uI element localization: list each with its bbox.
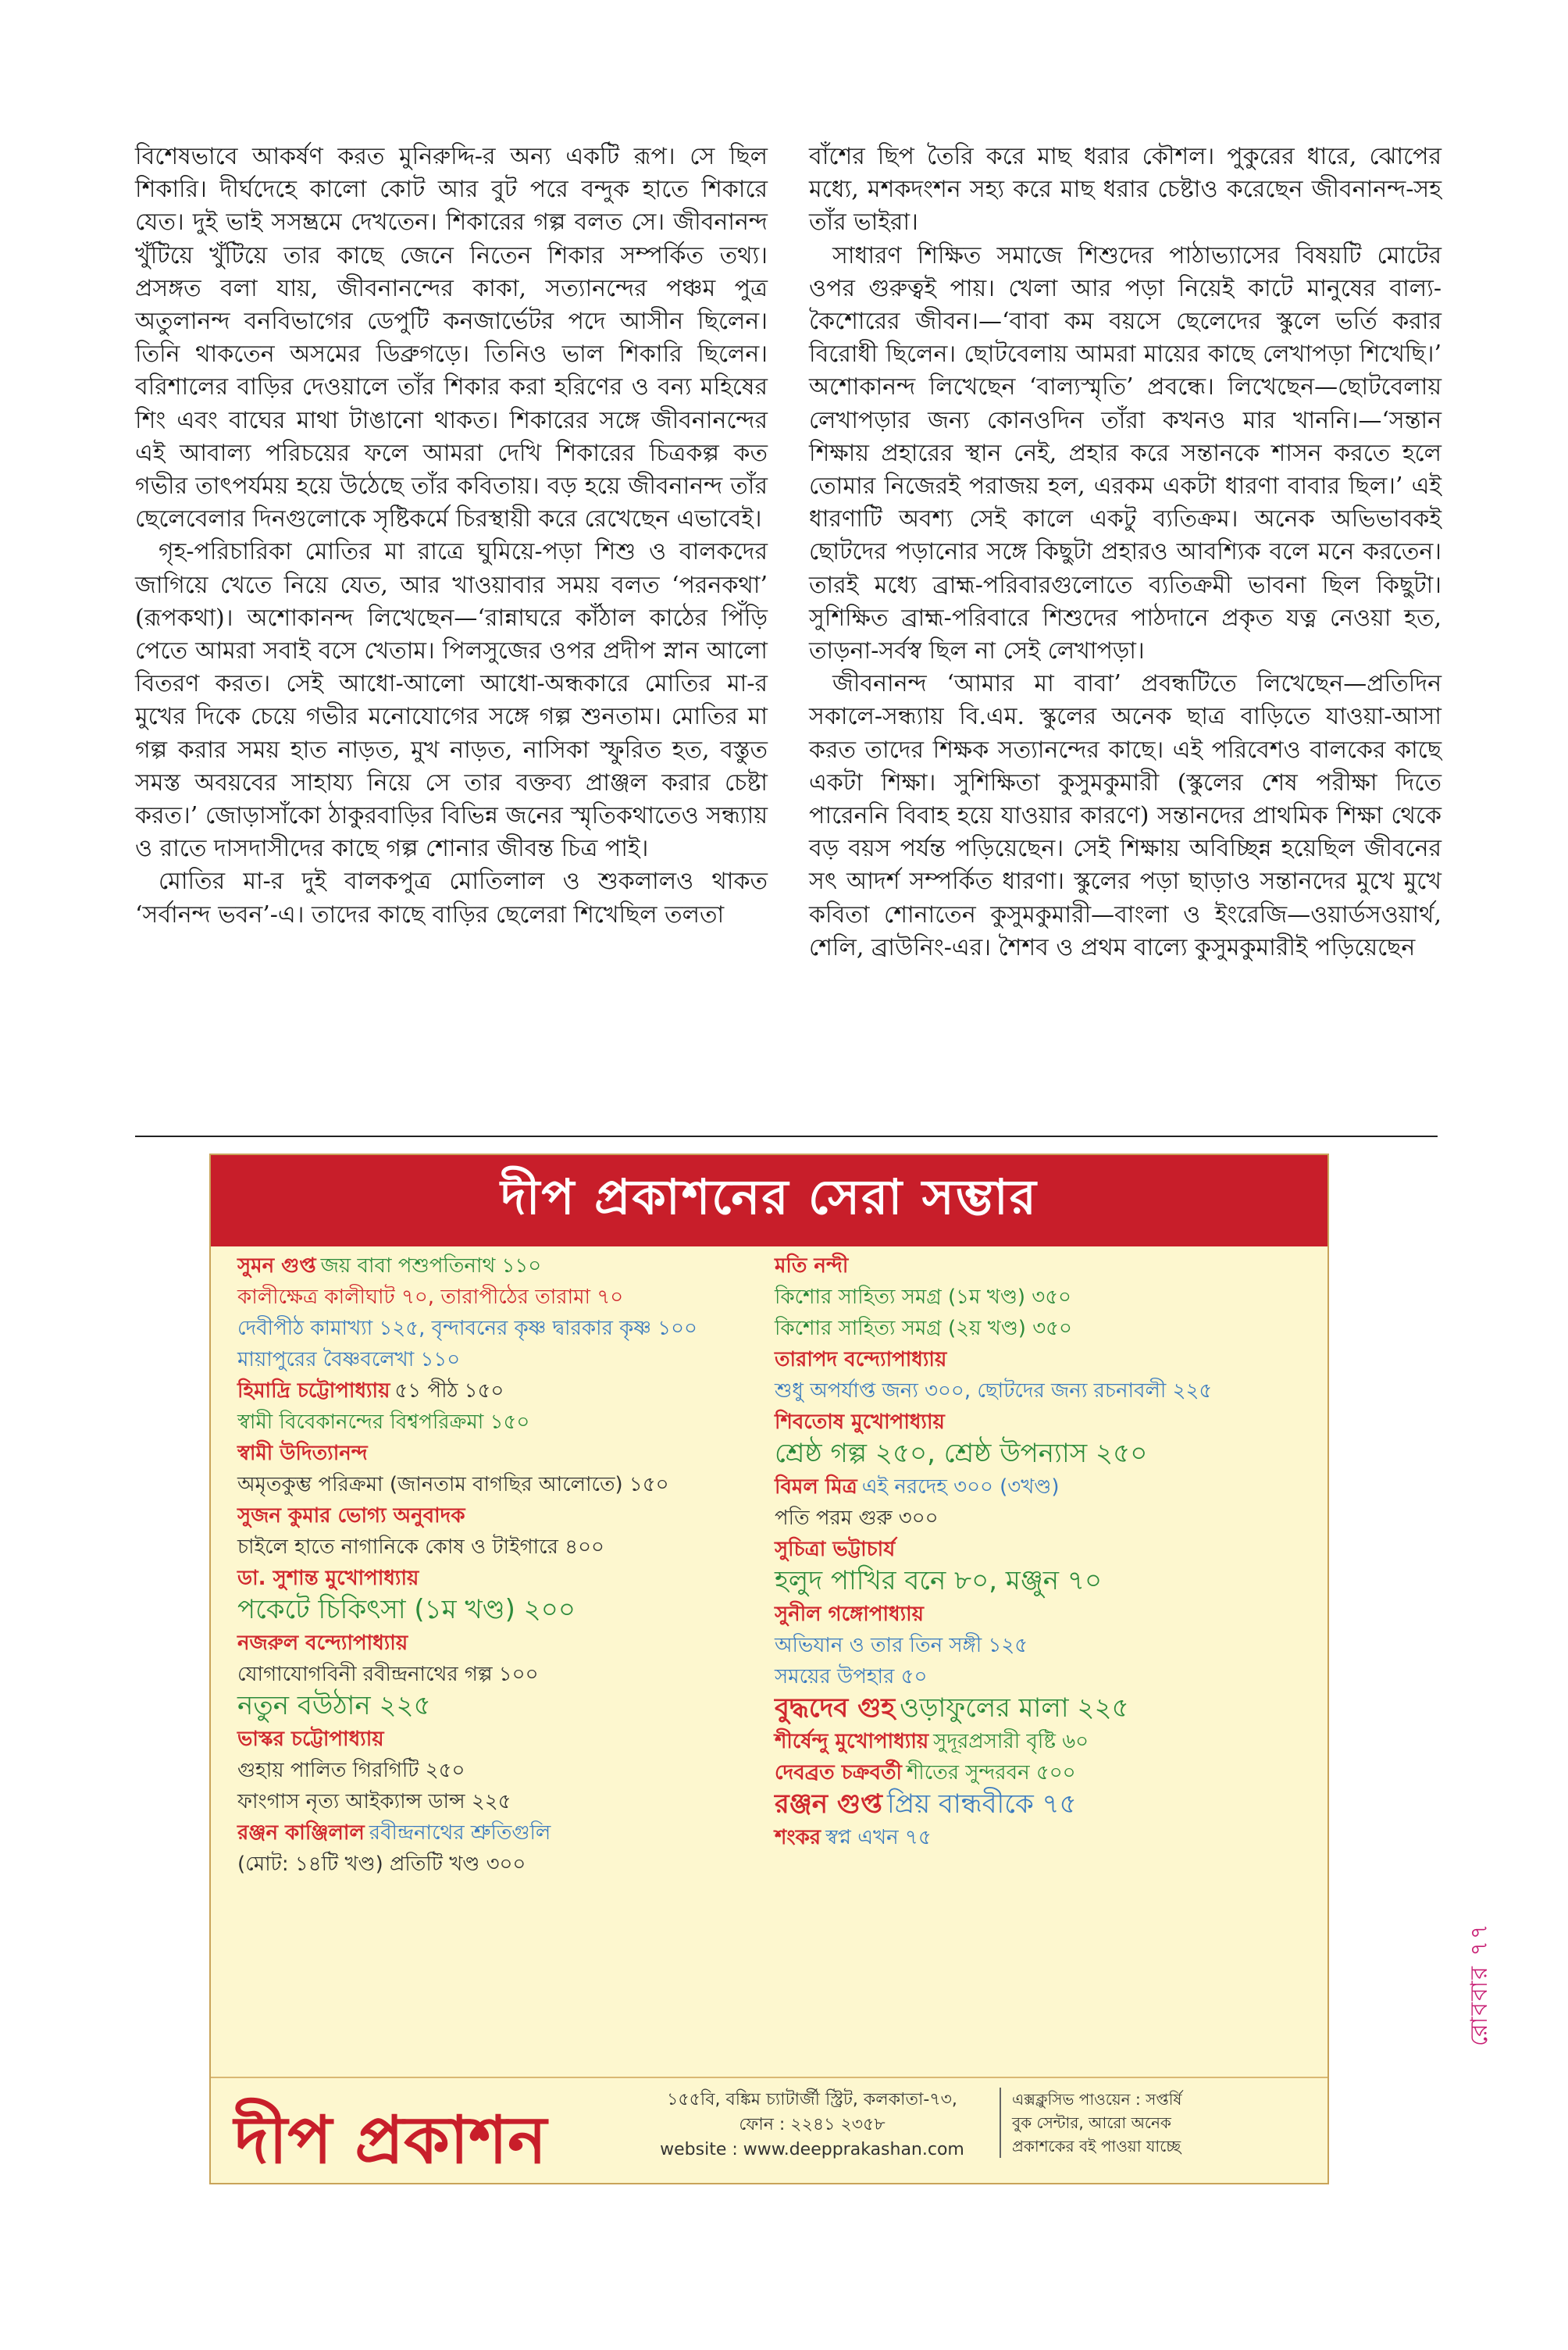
horizontal-divider — [135, 1136, 1438, 1137]
article-left-column — [135, 141, 768, 932]
ad-book-entry — [237, 1563, 776, 1594]
ad-book-title: মায়াপুরের বৈষ্ণবলেখা ১১০ — [237, 1348, 461, 1371]
ad-author-name: নজরুল বন্দ্যোপাধ্যায় — [237, 1631, 408, 1655]
ad-book-title: কিশোর সাহিত্য সমগ্র (১ম খণ্ড) ৩৫০ — [775, 1286, 1071, 1309]
ad-book-title: শুধু অপর্যাপ্ত জন্য ৩০০, ছোটদের জন্য রচনাবলী ২২৫ — [775, 1379, 1213, 1403]
ad-book-list-right — [775, 1250, 1313, 1853]
ad-book-entry — [237, 1375, 776, 1407]
ad-book-title: যোগাযোগবিনী রবীন্দ্রনাথের গল্প ১০০ — [237, 1663, 539, 1686]
ad-book-title: চাইলে হাতে নাগানিকে কোষ ও টাইগারে ৪০০ — [237, 1535, 604, 1559]
ad-author-name: সুনীল গঙ্গোপাধ্যায় — [775, 1603, 924, 1626]
ad-book-title: হলুদ পাখির বনে ৮০, মঞ্জুন ৭০ — [775, 1565, 1103, 1596]
ad-book-entry — [237, 1755, 776, 1786]
ad-book-title: সুদূরপ্রসারী বৃষ্টি ৬০ — [933, 1730, 1089, 1753]
ad-author-name: বিমল মিত্র — [775, 1475, 857, 1499]
ad-book-entry — [237, 1250, 776, 1282]
ad-book-entry — [237, 1282, 776, 1313]
ad-book-entry — [775, 1565, 1313, 1599]
ad-book-title: প্রিয় বান্ধবীকে ৭৫ — [886, 1788, 1077, 1820]
ad-author-name: স্বামী উদিত্যানন্দ — [237, 1442, 368, 1465]
ad-book-entry — [775, 1313, 1313, 1344]
contact-line: বুক সেন্টার, আরো অনেক — [1012, 2113, 1171, 2132]
ad-book-title: ফাংগাস নৃত্য আইক্যান্স ডান্স ২২৫ — [237, 1790, 511, 1813]
ad-book-entry — [237, 1532, 776, 1563]
ad-author-name: শিবতোষ মুখোপাধ্যায় — [775, 1410, 945, 1434]
ad-book-entry — [775, 1661, 1313, 1692]
ad-book-list-left — [237, 1250, 776, 1880]
ad-author-name: হিমাদ্রি চট্টোপাধ্যায় — [237, 1379, 390, 1403]
ad-book-entry — [237, 1849, 776, 1880]
ad-book-entry — [237, 1438, 776, 1469]
ad-book-title: অভিযান ও তার তিন সঙ্গী ১২৫ — [775, 1634, 1028, 1657]
ad-book-entry — [775, 1788, 1313, 1822]
ad-book-entry — [775, 1375, 1313, 1407]
ad-book-title: ৫১ পীঠ ১৫০ — [394, 1379, 504, 1403]
ad-author-name: শংকর — [775, 1826, 821, 1849]
ad-author-name: ভাস্কর চট্টোপাধ্যায় — [237, 1728, 384, 1751]
publisher-logo: দীপ প্রকাশন — [234, 2102, 547, 2178]
ad-book-entry — [775, 1599, 1313, 1630]
ad-book-entry — [775, 1407, 1313, 1438]
contact-line: এক্সক্লুসিভ পাওয়েন : সপ্তর্ষি — [1012, 2090, 1182, 2109]
ad-book-entry — [775, 1344, 1313, 1375]
ad-book-entry — [237, 1594, 776, 1628]
ad-book-title: কিশোর সাহিত্য সমগ্র (২য় খণ্ড) ৩৫০ — [775, 1317, 1072, 1340]
ad-book-entry — [237, 1786, 776, 1817]
ad-author-name: তারাপদ বন্দ্যোপাধ্যায় — [775, 1348, 947, 1371]
ad-book-title: স্বামী বিবেকানন্দের বিশ্বপরিক্রমা ১৫০ — [237, 1410, 530, 1434]
ad-author-name: রঞ্জন কাঞ্জিলাল — [237, 1821, 365, 1845]
ad-book-entry — [237, 1344, 776, 1375]
ad-book-title: ওড়াফুলের মালা ২২৫ — [900, 1692, 1129, 1724]
ad-book-title: শ্রেষ্ঠ গল্প ২৫০, শ্রেষ্ঠ উপন্যাস ২৫০ — [775, 1438, 1148, 1469]
article-paragraph: মোতির মা-র দুই বালকপুত্র মোতিলাল ও শুকলালও থাকত ‘সর্বানন্দ ভবন’-এ। তাদের কাছে বাড়ির ছেলেরা শিখেছিল তলতা — [135, 868, 768, 929]
article-paragraph: গৃহ-পরিচারিকা মোতির মা রাত্রে ঘুমিয়ে-পড়া শিশু ও বালকদের জাগিয়ে খেতে নিয়ে যেত, আর খাওয়াবার সময় বলত ‘পরনকথা’ (রূপকথা)। অশোকানন্দ লিখেছেন—‘রান্নাঘরে কাঁঠাল কাঠের পিঁড়ি পেতে আমরা সবাই বসে খেতাম। পিলসুজের ওপর প্রদীপ স্নান আলো বিতরণ করত। সেই আধো-আলো আধো-অন্ধকারে মোতির মা-র মুখের দিকে চেয়ে গভীর মনোযোগের সঙ্গে গল্প শুনতাম। মোতির মা গল্প করার সময় হাত নাড়ত, মুখ নাড়ত, নাসিকা স্ফুরিত হত, বস্তুত সমস্ত অবয়বের সাহায্য নিয়ে সে তার বক্তব্য প্রাঞ্জল করার চেষ্টা করত।’ জোড়াসাঁকো ঠাকুরবাড়ির বিভিন্ন জনের স্মৃতিকথাতেও সন্ধ্যায় ও রাতে দাসদাসীদের কাছে গল্প শোনার জীবন্ত চিত্র পাই। — [135, 538, 768, 863]
ad-book-title: জয় বাবা পশুপতিনাথ ১১০ — [320, 1254, 542, 1278]
ad-author-name: ডা. সুশান্ত মুখোপাধ্যায় — [237, 1567, 419, 1590]
ad-book-entry — [237, 1469, 776, 1500]
ad-book-entry — [237, 1817, 776, 1849]
address-line: ১৫৫বি, বঙ্কিম চ্যাটার্জী স্ট্রিট, কলকাতা-৭৩, — [667, 2090, 957, 2109]
ad-book-entry — [237, 1407, 776, 1438]
ad-author-name: বুদ্ধদেব গুহ — [775, 1692, 896, 1724]
ad-book-entry — [775, 1534, 1313, 1565]
ad-book-title: অমৃতকুম্ভ পরিক্রমা (জানতাম বাগছির আলোতে) ১৫০ — [237, 1473, 669, 1496]
ad-book-entry — [775, 1471, 1313, 1503]
article-paragraph: সাধারণ শিক্ষিত সমাজে শিশুদের পাঠাভ্যাসের বিষয়টি মোটের ওপর গুরুত্বই পায়। খেলা আর পড়া নিয়েই কাটে মানুষের বাল্য-কৈশোরের জীবন।—‘বাবা কম বয়সে ছেলেদের স্কুলে ভর্তি করার বিরোধী ছিলেন। ছোটবেলায় আমরা মায়ের কাছে লেখাপড়া শিখেছি।’ অশোকানন্দ লিখেছেন ‘বাল্যস্মৃতি’ প্রবন্ধে। লিখেছেন—ছোটবেলায় লেখাপড়ার জন্য কোনওদিন তাঁরা কখনও মার খাননি।—‘সন্তান শিক্ষায় প্রহারের স্থান নেই, প্রহার করে সন্তানকে শাসন করতে হলে তোমার নিজেরই পরাজয় হল, এরকম একটা ধারণা বাবার ছিল।’ এই ধারণাটি অবশ্য সেই কালে একটু ব্যতিক্রম। অনেক অভিভাবকই ছোটদের পড়ানোর সঙ্গে কিছুটা প্রহারও আবশ্যিক বলে মনে করতেন। তারই মধ্যে ব্রাহ্ম-পরিবারগুলোতে ব্যতিক্রমী ভাবনা ছিল কিছুটা। সুশিক্ষিত ব্রাহ্ম-পরিবারে শিশুদের পাঠদানে প্রকৃত যত্ন নেওয়া হত, তাড়না-সর্বস্ব ছিল না সেই লেখাপড়া। — [809, 241, 1441, 665]
ad-footer — [211, 2077, 1327, 2184]
ad-book-title: (মোট: ১৪টি খণ্ড) প্রতিটি খণ্ড ৩০০ — [237, 1853, 526, 1876]
ad-book-entry — [775, 1630, 1313, 1661]
ad-book-title: নতুন বউঠান ২২৫ — [237, 1690, 431, 1721]
ad-book-title: স্বপ্ন এখন ৭৫ — [825, 1826, 932, 1849]
ad-book-entry — [775, 1822, 1313, 1853]
publisher-advertisement — [209, 1154, 1329, 2184]
ad-banner-title: দীপ প্রকাশনের সেরা সম্ভার — [211, 1155, 1327, 1246]
ad-book-title: দেবীপীঠ কামাখ্যা ১২৫, বৃন্দাবনের কৃষ্ণ দ্বারকার কৃষ্ণ ১০০ — [237, 1317, 697, 1340]
ad-book-entry — [775, 1438, 1313, 1471]
ad-book-title: শীতের সুন্দরবন ৫০০ — [906, 1761, 1076, 1785]
publisher-address — [648, 2088, 976, 2163]
contact-line: প্রকাশকের বই পাওয়া যাচ্ছে — [1012, 2137, 1181, 2156]
ad-book-entry — [237, 1500, 776, 1532]
ad-book-entry — [775, 1503, 1313, 1534]
ad-book-entry — [775, 1726, 1313, 1757]
website-link[interactable]: website : www.deepprakashan.com — [660, 2140, 964, 2159]
ad-book-title: এই নরদেহ ৩০০ (৩খণ্ড) — [861, 1475, 1060, 1499]
ad-book-entry — [237, 1628, 776, 1659]
ad-book-title: পকেটে চিকিৎসা (১ম খণ্ড) ২০০ — [237, 1594, 576, 1625]
ad-book-title: কালীক্ষেত্র কালীঘাট ৭০, তারাপীঠের তারামা ৭০ — [237, 1286, 624, 1309]
ad-author-name: সুজন কুমার ভোগ্য অনুবাদক — [237, 1504, 465, 1528]
ad-book-entry — [775, 1692, 1313, 1726]
ad-author-name: সুমন গুপ্ত — [237, 1254, 316, 1278]
ad-book-entry — [237, 1659, 776, 1690]
ad-book-entry — [237, 1690, 776, 1724]
ad-book-title: রবীন্দ্রনাথের শ্রুতিগুলি — [369, 1821, 551, 1845]
article-paragraph: বিশেষভাবে আকর্ষণ করত মুনিরুদ্দি-র অন্য একটি রূপ। সে ছিল শিকারি। দীর্ঘদেহে কালো কোট আর বুট পরে বন্দুক হাতে শিকারে যেত। দুই ভাই সসম্ভ্রমে দেখতেন। শিকারের গল্প বলত সে। জীবনানন্দ খুঁটিয়ে খুঁটিয়ে তার কাছে জেনে নিতেন শিকার সম্পর্কিত তথ্য। প্রসঙ্গত বলা যায়, জীবনানন্দের কাকা, সত্যানন্দের পঞ্চম পুত্র অতুলানন্দ বনবিভাগের ডেপুটি কনজার্ভেটর পদে আসীন ছিলেন। তিনি থাকতেন অসমের ডিব্রুগড়ে। তিনিও ভাল শিকারি ছিলেন। বরিশালের বাড়ির দেওয়ালে তাঁর শিকার করা হরিণের ও বন্য মহিষের শিং এবং বাঘের মাথা টাঙানো থাকত। শিকারের সঙ্গে জীবনানন্দের এই আবাল্য পরিচয়ের ফলে আমরা দেখি শিকারের চিত্রকল্প কত গভীর তাৎপর্যময় হয়ে উঠেছে তাঁর কবিতায়। বড় হয়ে জীবনানন্দ তাঁর ছেলেবেলার দিনগুলোকে সৃষ্টিকর্মে চিরস্থায়ী করে রেখেছেন এভাবেই। — [135, 143, 768, 533]
ad-author-name: মতি নন্দী — [775, 1254, 849, 1278]
ad-author-name: রঞ্জন গুপ্ত — [775, 1788, 882, 1820]
ad-author-name: দেবব্রত চক্রবর্তী — [775, 1761, 902, 1785]
page-folio: রোববার ৭৭ — [1466, 1922, 1493, 2046]
ad-book-entry — [775, 1282, 1313, 1313]
phone-line: ফোন : ২২৪১ ২৩৫৮ — [739, 2115, 886, 2134]
ad-book-title: গুহায় পালিত গিরগিটি ২৫০ — [237, 1759, 465, 1782]
ad-book-title: সময়ের উপহার ৫০ — [775, 1665, 928, 1689]
article-right-column — [809, 141, 1441, 965]
ad-book-entry — [237, 1724, 776, 1755]
ad-book-entry — [775, 1250, 1313, 1282]
ad-book-entry — [237, 1313, 776, 1344]
ad-book-title: পতি পরম গুরু ৩০০ — [775, 1507, 939, 1530]
article-paragraph: বাঁশের ছিপ তৈরি করে মাছ ধরার কৌশল। পুকুরের ধারে, ঝোপের মধ্যে, মশকদংশন সহ্য করে মাছ ধরার চেষ্টাও করেছেন জীবনানন্দ-সহ তাঁর ভাইরা। — [809, 143, 1441, 237]
publisher-contact — [1000, 2088, 1324, 2158]
article-paragraph: জীবনানন্দ ‘আমার মা বাবা’ প্রবন্ধটিতে লিখেছেন—প্রতিদিন সকালে-সন্ধ্যায় বি.এম. স্কুলের অনেক ছাত্র বাড়িতে যাওয়া-আসা করত তাদের শিক্ষক সত্যানন্দের কাছে। এই পরিবেশও বালকের কাছে একটা শিক্ষা। সুশিক্ষিতা কুসুমকুমারী (স্কুলের শেষ পরীক্ষা দিতে পারেননি বিবাহ হয়ে যাওয়ার কারণে) সন্তানদের প্রাথমিক শিক্ষা থেকে বড় বয়স পর্যন্ত পড়িয়েছেন। সেই শিক্ষায় অবিচ্ছিন্ন হয়েছিল জীবনের সৎ আদর্শ সম্পর্কিত ধারণা। স্কুলের পড়া ছাড়াও সন্তানদের মুখে মুখে কবিতা শোনাতেন কুসুমকুমারী—বাংলা ও ইংরেজি—ওয়ার্ডসওয়ার্থ, শেলি, ব্রাউনিং-এর। শৈশব ও প্রথম বাল্যে কুসুমকুমারীই পড়িয়েছেন — [809, 670, 1441, 961]
ad-author-name: শীর্ষেন্দু মুখোপাধ্যায় — [775, 1730, 929, 1753]
ad-author-name: সুচিত্রা ভট্টাচার্য — [775, 1538, 896, 1561]
ad-book-entry — [775, 1757, 1313, 1788]
